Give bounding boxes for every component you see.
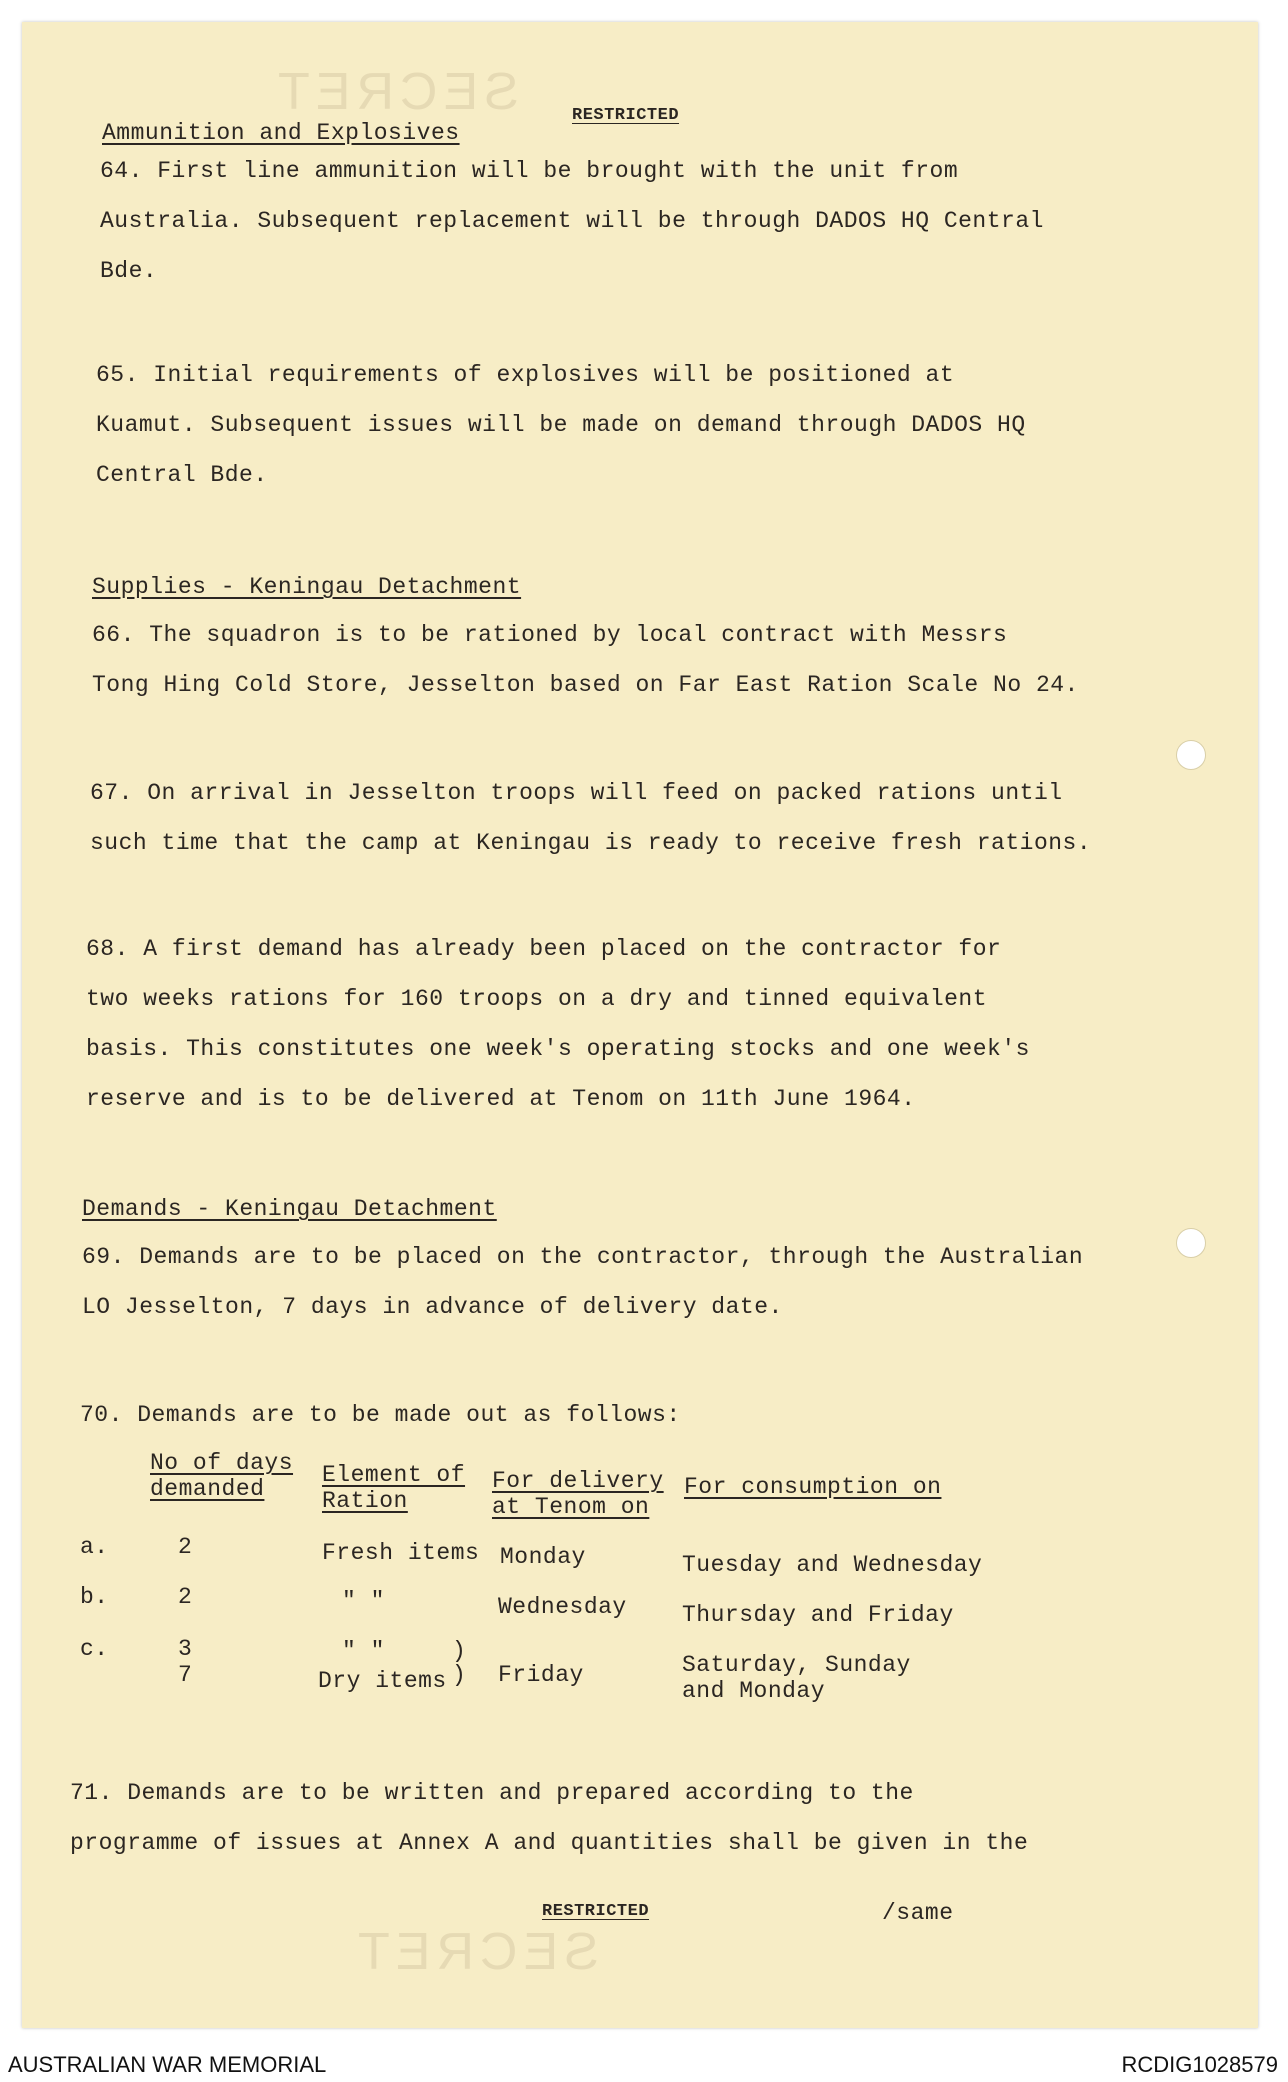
- table-cell-consumption: Tuesday and Wednesday: [682, 1552, 983, 1578]
- archive-reference: RCDIG1028579: [1121, 2052, 1278, 2077]
- table-header-delivery: For delivery: [492, 1468, 664, 1494]
- paragraph-67-line: 67. On arrival in Jesselton troops will feed on packed rations until: [90, 780, 1063, 806]
- paragraph-71-line: programme of issues at Annex A and quantities shall be given in the: [70, 1830, 1029, 1856]
- table-header-days: demanded: [150, 1476, 265, 1502]
- paragraph-69-line: 69. Demands are to be placed on the contractor, through the Australian: [82, 1244, 1084, 1270]
- archive-credit: AUSTRALIAN WAR MEMORIAL: [8, 2052, 327, 2077]
- paragraph-71-line: 71. Demands are to be written and prepared according to the: [70, 1780, 914, 1806]
- section-heading-ammunition: Ammunition and Explosives: [102, 120, 460, 146]
- table-cell-days: 7: [178, 1662, 193, 1688]
- table-brace: ): [452, 1662, 467, 1688]
- classification-header: RESTRICTED: [572, 106, 680, 125]
- paragraph-69-line: LO Jesselton, 7 days in advance of delivery date.: [82, 1294, 783, 1320]
- table-cell-days: 2: [178, 1584, 193, 1610]
- table-cell-consumption: Saturday, Sunday: [682, 1652, 911, 1678]
- paragraph-65-line: Central Bde.: [96, 462, 268, 488]
- table-cell-days: 3: [178, 1636, 193, 1662]
- section-heading-demands: Demands - Keningau Detachment: [82, 1196, 497, 1222]
- table-cell-days: 2: [178, 1534, 193, 1560]
- table-header-days: No of days: [150, 1450, 294, 1476]
- classification-footer: RESTRICTED: [542, 1902, 650, 1921]
- catchword: /same: [882, 1900, 954, 1926]
- table-row-label: b.: [80, 1584, 109, 1610]
- paragraph-64-line: 64. First line ammunition will be brought with the unit from: [100, 158, 959, 184]
- section-heading-supplies: Supplies - Keningau Detachment: [92, 574, 522, 600]
- table-cell-element: " ": [342, 1588, 385, 1614]
- table-cell-consumption: Thursday and Friday: [682, 1602, 954, 1628]
- table-header-element: Element of: [322, 1462, 466, 1488]
- paragraph-68-line: two weeks rations for 160 troops on a dry and tinned equivalent: [86, 986, 988, 1012]
- paragraph-65-line: Kuamut. Subsequent issues will be made on demand through DADOS HQ: [96, 412, 1026, 438]
- paragraph-66-line: 66. The squadron is to be rationed by local contract with Messrs: [92, 622, 1008, 648]
- table-brace: ): [452, 1638, 467, 1664]
- table-row-label: a.: [80, 1534, 109, 1560]
- table-cell-delivery: Monday: [500, 1544, 586, 1570]
- bleed-through-marking: SECRET: [272, 63, 519, 121]
- table-cell-element: Dry items: [318, 1668, 447, 1694]
- paragraph-70: 70. Demands are to be made out as follows:: [80, 1402, 681, 1428]
- paragraph-64-line: Australia. Subsequent replacement will be through DADOS HQ Central: [100, 208, 1044, 234]
- punch-hole: [1176, 740, 1206, 770]
- paragraph-64-line: Bde.: [100, 258, 158, 284]
- table-cell-element: " ": [342, 1638, 385, 1664]
- table-header-element: Ration: [322, 1488, 408, 1514]
- table-header-delivery: at Tenom on: [492, 1494, 650, 1520]
- document-page: [22, 22, 1258, 2028]
- bleed-through-marking: SECRET: [352, 1923, 599, 1981]
- paragraph-66-line: Tong Hing Cold Store, Jesselton based on Far East Ration Scale No 24.: [92, 672, 1079, 698]
- table-header-consumption: For consumption on: [684, 1474, 942, 1500]
- punch-hole: [1176, 1228, 1206, 1258]
- paragraph-68-line: reserve and is to be delivered at Tenom on 11th June 1964.: [86, 1086, 916, 1112]
- table-cell-delivery: Friday: [498, 1662, 584, 1688]
- table-cell-consumption: and Monday: [682, 1678, 826, 1704]
- paragraph-68-line: basis. This constitutes one week's operating stocks and one week's: [86, 1036, 1030, 1062]
- paragraph-65-line: 65. Initial requirements of explosives will be positioned at: [96, 362, 955, 388]
- paragraph-67-line: such time that the camp at Keningau is ready to receive fresh rations.: [90, 830, 1092, 856]
- table-cell-element: Fresh items: [322, 1540, 480, 1566]
- paragraph-68-line: 68. A first demand has already been placed on the contractor for: [86, 936, 1002, 962]
- table-row-label: c.: [80, 1636, 109, 1662]
- table-cell-delivery: Wednesday: [498, 1594, 627, 1620]
